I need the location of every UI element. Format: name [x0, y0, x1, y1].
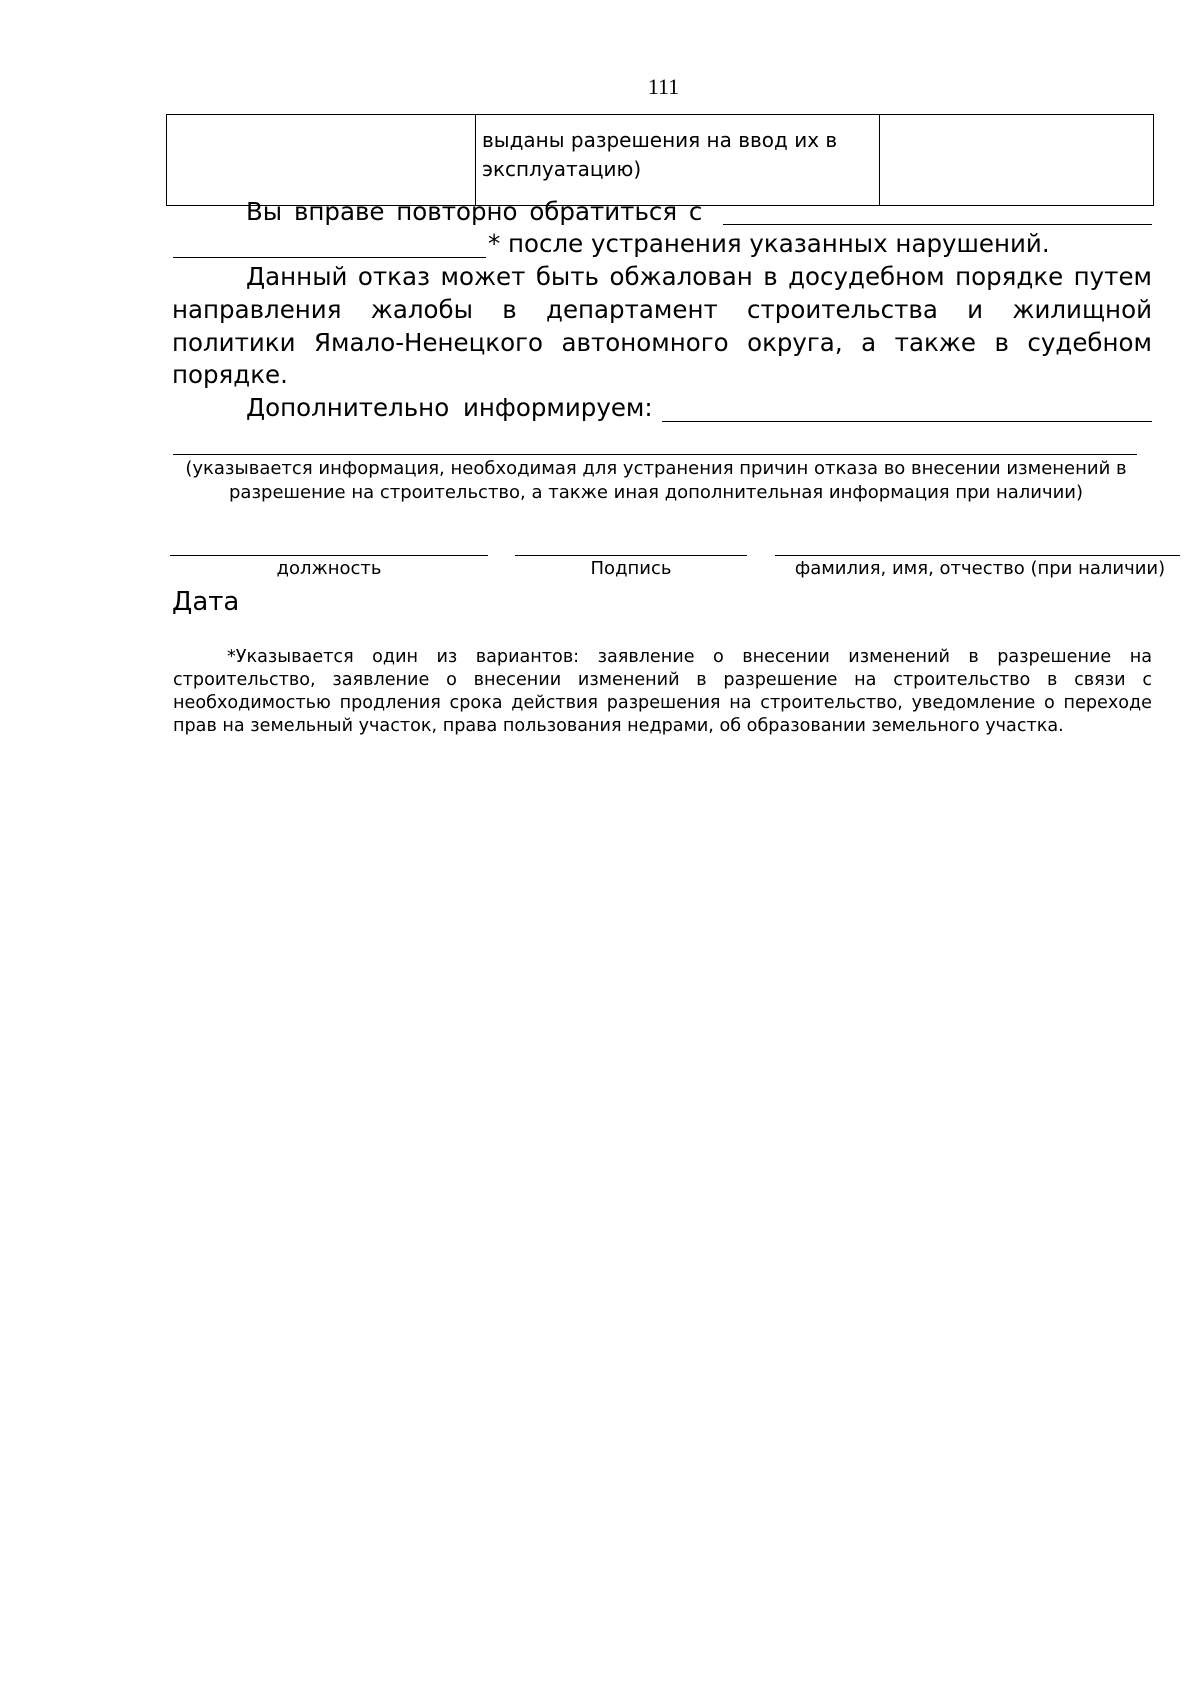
position-label: должность: [276, 558, 382, 579]
footnote-line-1: *Указывается один из вариантов: заявление о внесении изменений в разрешение на: [227, 647, 1152, 667]
table-row: [167, 115, 1154, 206]
position-signature-line: [170, 555, 488, 556]
footnote-line-4: прав на земельный участок, права пользования недрами, об образовании земельного участка.: [173, 716, 1064, 736]
info-caption-line2: разрешение на строительство, а также иная дополнительная информация при наличии): [229, 482, 1083, 503]
appeal-line-1: Данный отказ может быть обжалован в досудебном порядке путем: [246, 262, 1152, 291]
reapply-text-start: Вы вправе повторно обратиться с: [246, 197, 703, 226]
signature-label: Подпись: [590, 558, 672, 579]
reapply-text-end: * после устранения указанных нарушений.: [488, 229, 1050, 258]
additional-info-label: Дополнительно информируем:: [246, 393, 653, 422]
table-cell-2-line2: эксплуатацию): [482, 157, 642, 181]
appeal-line-2: направления жалобы в департамент строительства и жилищной: [172, 295, 1152, 324]
footnote-line-3: необходимостью продления срока действия разрешения на строительство, уведомление о переходе: [173, 693, 1152, 713]
footnote-line-2: строительство, заявление о внесении изменений в разрешение на строительство в связи с: [173, 670, 1152, 690]
page-number: 111: [647, 74, 680, 99]
reapply-blank-line-1: [723, 224, 1152, 225]
permit-table: [166, 114, 1154, 206]
info-caption-line1: (указывается информация, необходимая для устранения причин отказа во внесении изменений в: [185, 458, 1127, 479]
table-cell-3: [880, 115, 1154, 206]
info-caption: [166, 457, 1146, 505]
fullname-signature-line: [775, 555, 1180, 556]
table-cell-2: [476, 115, 880, 206]
reapply-blank-line-2: [173, 257, 486, 258]
fullname-label: фамилия, имя, отчество (при наличии): [794, 558, 1166, 579]
table-cell-1: [167, 115, 476, 206]
additional-info-blank-line-2: [173, 454, 1137, 455]
table-cell-2-line1: выданы разрешения на ввод их в: [482, 128, 838, 152]
appeal-line-4: порядке.: [172, 360, 288, 389]
additional-info-blank-line-1: [662, 421, 1152, 422]
date-label: Дата: [172, 587, 240, 617]
appeal-line-3: политики Ямало-Ненецкого автономного округа, а также в судебном: [172, 328, 1152, 357]
signature-line: [515, 555, 747, 556]
